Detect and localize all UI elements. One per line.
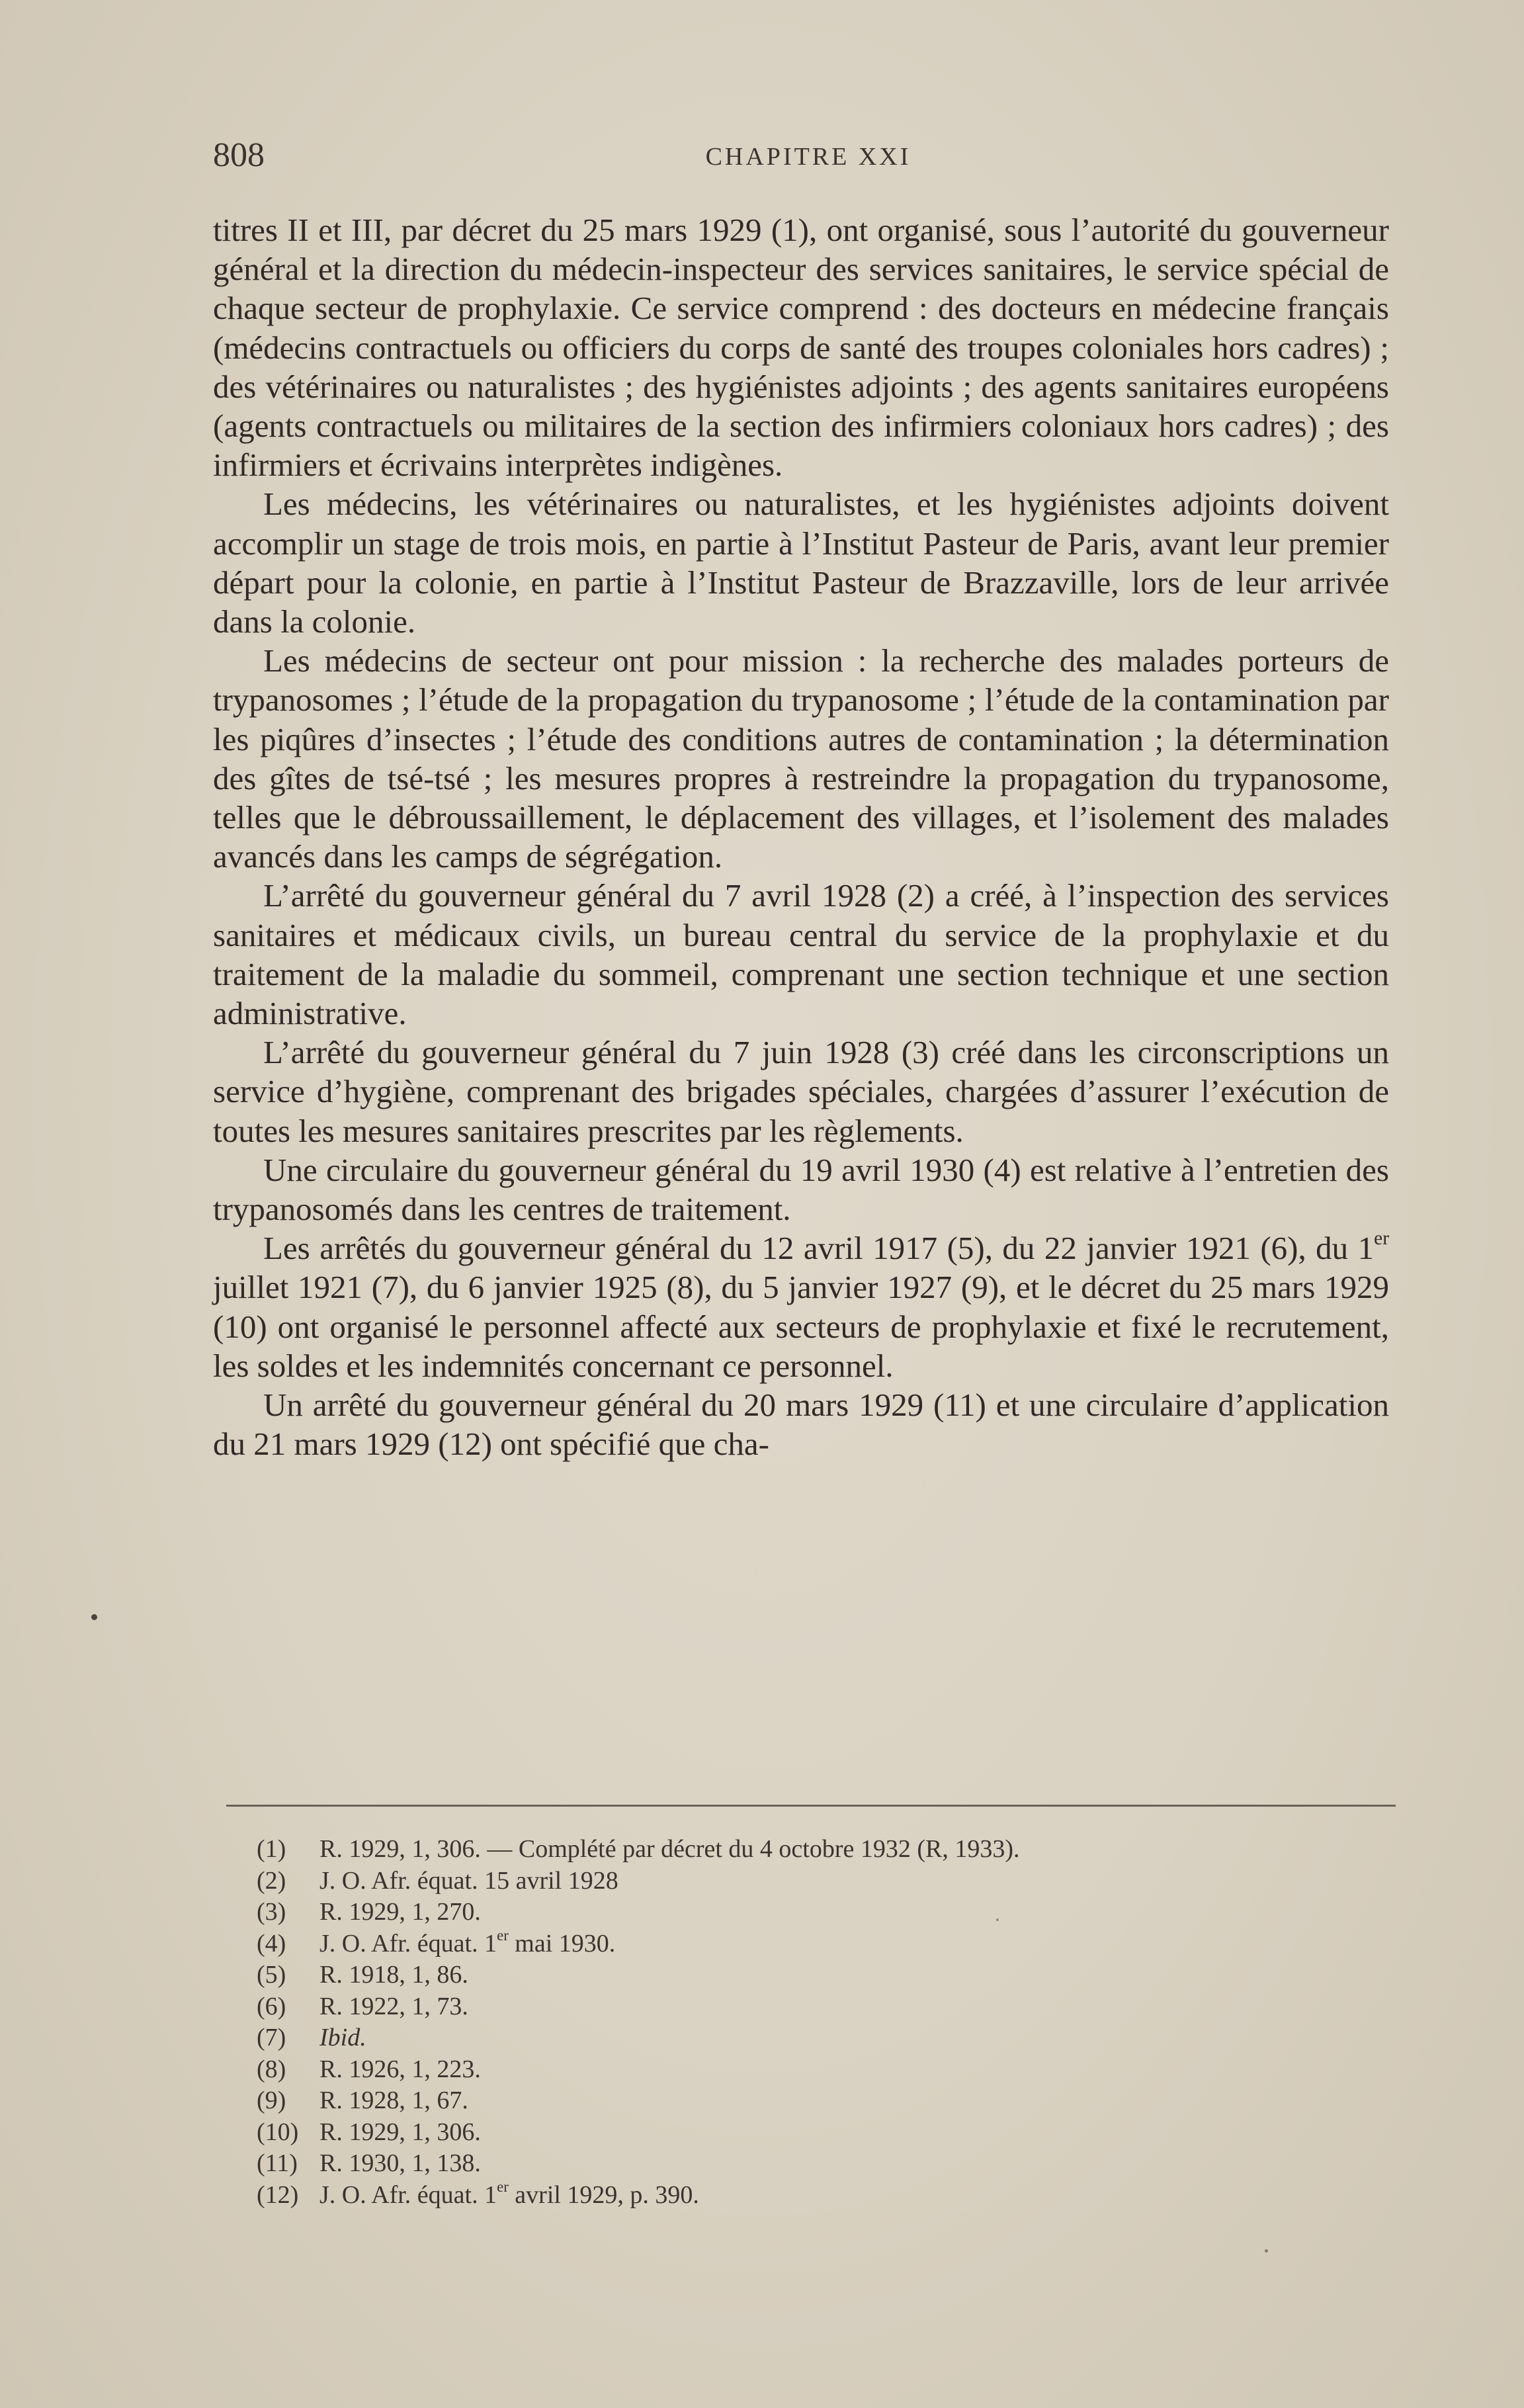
body-text bbox=[213, 210, 1389, 1464]
footnote-text-part: avril 1929, p. 390. bbox=[508, 2180, 699, 2209]
footnote-number: (2) bbox=[257, 1866, 286, 1895]
footnote-text: R. 1929, 1, 306. bbox=[319, 2118, 481, 2146]
footnote-number: (11) bbox=[257, 2149, 298, 2177]
page-header bbox=[213, 136, 1397, 175]
footnote bbox=[257, 1897, 1249, 1928]
footnote bbox=[257, 1991, 1249, 2023]
paragraph: Les médecins, les vétérinaires ou naturalistes, et les hygiénistes adjoints doivent accomplir un stage de trois mois, en partie à l’Institut Pasteur de Paris, avant leur premier départ pour la colonie, en partie à l’Institut Pasteur de Brazzaville, lors de leur arrivée dans la colonie. bbox=[213, 486, 1389, 640]
paragraph: L’arrêté du gouverneur général du 7 avril 1928 (2) a créé, à l’inspection des services sanitaires et médicaux civils, un bureau central du service de la prophylaxie et du traitement de la maladie du sommeil, comprenant une section technique et une section administrative. bbox=[213, 877, 1389, 1032]
footnote-number: (8) bbox=[257, 2055, 286, 2083]
page-number: 808 bbox=[213, 136, 265, 174]
footnote bbox=[257, 2148, 1249, 2180]
paper-speck bbox=[996, 1918, 999, 1921]
footnote-number: (12) bbox=[257, 2180, 299, 2209]
paragraph: Les médecins de secteur ont pour mission : la recherche des malades porteurs de trypanosomes ; l’étude de la propagation du trypanosome ; l’étude de la contamination par les piqûres d’insectes ; l’étude des conditions autres de contamination ; la détermination des gîtes de tsé-tsé ; les mesures propres à restreindre la propagation du trypanosome, telles que le débroussaillement, le déplacement des villages, et l’isolement des malades avancés dans les camps de ségrégation. bbox=[213, 642, 1389, 875]
footnote-number: (4) bbox=[257, 1929, 286, 1957]
paragraph: L’arrêté du gouverneur général du 7 juin 1928 (3) créé dans les circonscriptions un service d’hygiène, comprenant des brigades spéciales, chargées d’assurer l’exécution de toutes les mesures sanitaires prescrites par les règlements. bbox=[213, 1034, 1389, 1149]
footnote-text: R. 1918, 1, 86. bbox=[319, 1961, 468, 1989]
footnote-text-part: J. O. Afr. équat. 1 bbox=[319, 2180, 497, 2209]
running-head: CHAPITRE XXI bbox=[705, 143, 911, 171]
paper-speck bbox=[1265, 2249, 1268, 2253]
footnote bbox=[257, 2180, 1249, 2212]
footnote-text: R. 1929, 1, 270. bbox=[319, 1898, 481, 1926]
footnote bbox=[257, 2054, 1249, 2086]
footnote bbox=[257, 1866, 1249, 1897]
footnote-number: (5) bbox=[257, 1961, 286, 1989]
footnote-number: (9) bbox=[257, 2086, 286, 2114]
footnote bbox=[257, 1959, 1249, 1991]
paragraph-text: Les arrêtés du gouverneur général du 12 avril 1917 (5), du 22 janvier 1921 (6), du 1 bbox=[263, 1230, 1375, 1267]
footnote-number: (6) bbox=[257, 1992, 286, 2020]
footnote-text: J. O. Afr. équat. 15 avril 1928 bbox=[319, 1866, 618, 1895]
superscript: er bbox=[497, 2178, 509, 2195]
superscript: er bbox=[497, 1926, 509, 1944]
footnote bbox=[257, 1834, 1249, 1866]
superscript: er bbox=[1374, 1228, 1389, 1250]
footnote-text-part: mai 1930. bbox=[508, 1929, 616, 1957]
footnote-divider bbox=[226, 1805, 1396, 1807]
footnote-number: (3) bbox=[257, 1898, 286, 1926]
paragraph: Un arrêté du gouverneur général du 20 mars 1929 (11) et une circulaire d’application du 21 mars 1929 (12) ont spécifié que cha- bbox=[213, 1387, 1389, 1463]
paper-speck bbox=[91, 1614, 97, 1620]
paragraph-text: juillet 1921 (7), du 6 janvier 1925 (8), du 5 janvier 1927 (9), et le décret du 25 mars 1929 (10) ont organisé le personnel affecté aux secteurs de prophylaxie et fixé le recrutement, les soldes et les indemnités concernant ce personnel. bbox=[213, 1269, 1389, 1384]
footnote-text: R. 1922, 1, 73. bbox=[319, 1992, 468, 2020]
footnotes bbox=[257, 1834, 1249, 2211]
footnote-text: R. 1928, 1, 67. bbox=[319, 2086, 468, 2114]
footnote-number: (7) bbox=[257, 2024, 286, 2051]
footnote-text bbox=[319, 1928, 615, 1960]
footnote bbox=[257, 2022, 1249, 2054]
paragraph: titres II et III, par décret du 25 mars 1929 (1), ont organisé, sous l’autorité du gouverneur général et la direction du médecin-inspecteur des services sanitaires, le service spécial de chaque secteur de prophylaxie. Ce service comprend : des docteurs en médecine français (médecins contractuels ou officiers du corps de santé des troupes coloniales hors cadres) ; des vétérinaires ou naturalistes ; des hygiénistes adjoints ; des agents sanitaires européens (agents contractuels ou militaires de la section des infirmiers coloniaux hors cadres) ; des infirmiers et écrivains interprètes indigènes. bbox=[213, 212, 1389, 484]
footnote-text: R. 1926, 1, 223. bbox=[319, 2055, 481, 2083]
footnote bbox=[257, 1928, 1249, 1960]
footnote-text: R. 1930, 1, 138. bbox=[319, 2149, 481, 2177]
footnote-text-part: J. O. Afr. équat. 1 bbox=[319, 1929, 497, 1957]
footnote-text: R. 1929, 1, 306. — Complété par décret du 4 octobre 1932 (R, 1933). bbox=[319, 1835, 1020, 1863]
footnote-text: Ibid. bbox=[319, 2024, 366, 2051]
paragraph: Une circulaire du gouverneur général du 19 avril 1930 (4) est relative à l’entretien des trypanosomés dans les centres de traitement. bbox=[213, 1151, 1389, 1228]
footnote-number: (1) bbox=[257, 1835, 286, 1863]
footnote-text bbox=[319, 2180, 699, 2212]
footnote bbox=[257, 2085, 1249, 2117]
footnote-number: (10) bbox=[257, 2118, 299, 2146]
paragraph bbox=[213, 1228, 1389, 1385]
footnote bbox=[257, 2117, 1249, 2149]
